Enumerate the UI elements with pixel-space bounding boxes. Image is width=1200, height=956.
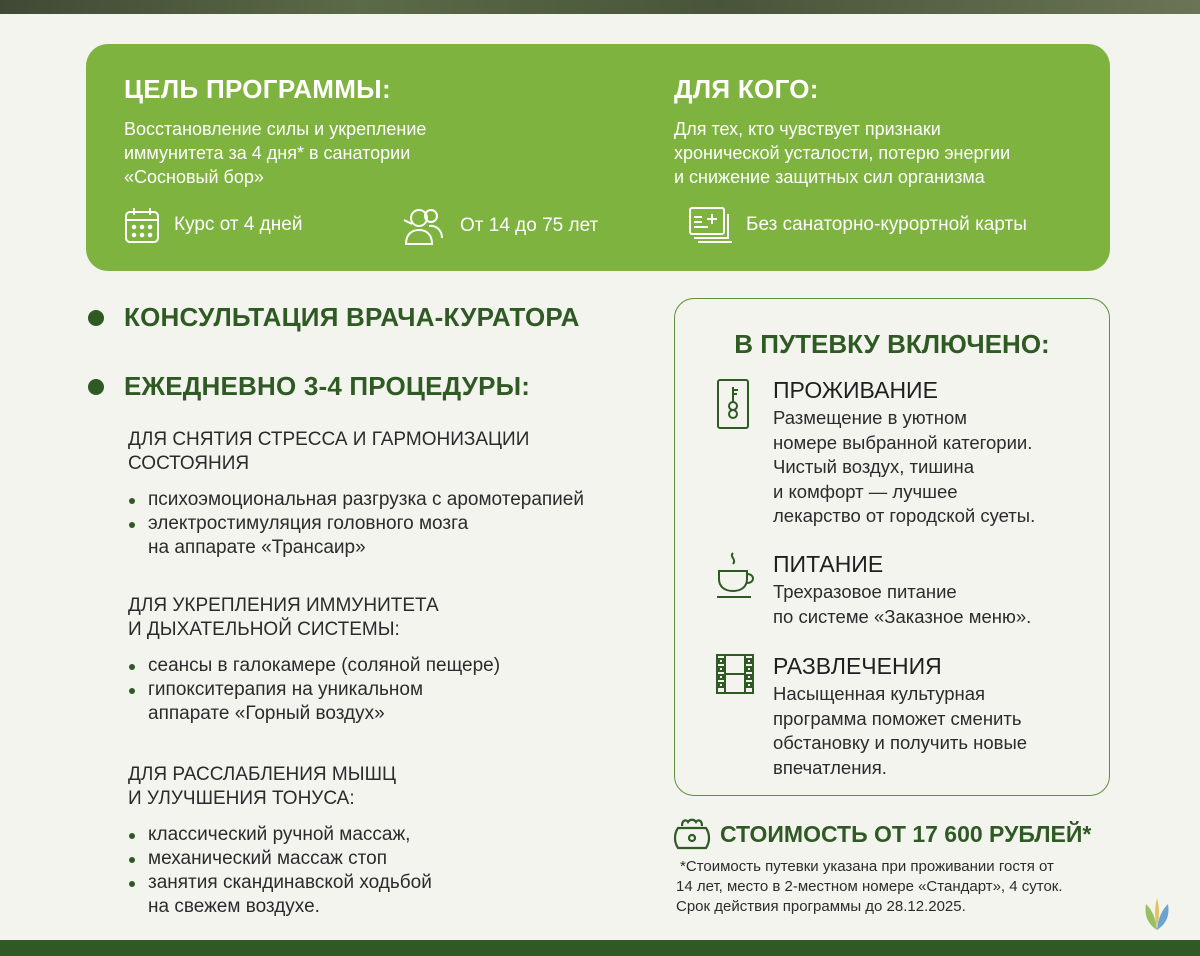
footnote-line: Срок действия программы до 28.12.2025. bbox=[676, 898, 966, 915]
feature-label: От 14 до 75 лет bbox=[460, 215, 599, 236]
goal-section bbox=[124, 74, 544, 189]
included-line: программа поможет сменить bbox=[773, 707, 1022, 729]
price-line bbox=[672, 816, 1091, 852]
leaf-logo-icon bbox=[1140, 896, 1174, 932]
included-line: Трехразовое питание bbox=[773, 581, 957, 602]
included-line: лекарство от городской суеты. bbox=[773, 505, 1036, 526]
included-card bbox=[674, 298, 1110, 796]
program-summary-card bbox=[86, 44, 1110, 271]
group-title: ДЛЯ УКРЕПЛЕНИЯ ИММУНИТЕТА bbox=[128, 595, 439, 616]
card-icon bbox=[688, 206, 732, 244]
bottom-strip bbox=[0, 940, 1200, 956]
included-item-entertainment bbox=[715, 653, 1095, 780]
footnote-line: 14 лет, место в 2-местном номере «Стандарт», 4 суток. bbox=[676, 878, 1063, 895]
coffee-cup-icon bbox=[715, 551, 759, 601]
included-head: ПИТАНИЕ bbox=[773, 551, 884, 577]
included-line: по системе «Заказное меню». bbox=[773, 605, 1032, 627]
included-line: обстановку и получить новые bbox=[773, 732, 1028, 753]
included-line: номере выбранной категории. bbox=[773, 431, 1033, 453]
procedure-group-muscles bbox=[128, 763, 658, 919]
wallet-icon bbox=[672, 816, 712, 852]
procedures-heading bbox=[88, 371, 530, 402]
procedure-group-stress bbox=[128, 428, 658, 560]
included-item-meals bbox=[715, 551, 1095, 629]
audience-line: Для тех, кто чувствует признаки bbox=[674, 119, 941, 139]
list-item: занятия скандинавской ходьбой на свежем воздухе. bbox=[128, 871, 658, 919]
feature-label: Курс от 4 дней bbox=[174, 214, 303, 235]
audience-line: хронической усталости, потерю энергии bbox=[674, 143, 1011, 163]
price-text: СТОИМОСТЬ ОТ 17 600 РУБЛЕЙ* bbox=[720, 820, 1092, 847]
procedure-group-immunity bbox=[128, 594, 658, 726]
included-head: ПРОЖИВАНИЕ bbox=[773, 377, 938, 403]
list-item: электростимуляция головного мозга на аппарате «Трансаир» bbox=[128, 512, 658, 560]
feature-label: Без санаторно-курортной карты bbox=[746, 214, 1027, 235]
list-item: сеансы в галокамере (соляной пещере) bbox=[128, 654, 658, 678]
film-strip-icon bbox=[715, 653, 755, 695]
consult-heading bbox=[88, 302, 580, 333]
group-title: ДЛЯ РАССЛАБЛЕНИЯ МЫШЦ bbox=[128, 764, 397, 785]
goal-line: иммунитета за 4 дня* в санатории bbox=[124, 143, 411, 163]
people-icon bbox=[402, 206, 446, 246]
feature-card bbox=[688, 206, 1027, 244]
price-footnote bbox=[676, 857, 1126, 917]
room-key-icon bbox=[715, 377, 751, 431]
bullet-dot bbox=[88, 310, 104, 326]
included-title: В ПУТЕВКУ ВКЛЮЧЕНО: bbox=[734, 329, 1050, 359]
audience-title: ДЛЯ КОГО: bbox=[674, 74, 819, 104]
procedures-heading-text: ЕЖЕДНЕВНО 3-4 ПРОЦЕДУРЫ: bbox=[124, 371, 531, 401]
audience-section bbox=[674, 74, 1094, 189]
corner-logo bbox=[1140, 896, 1174, 937]
goal-title: ЦЕЛЬ ПРОГРАММЫ: bbox=[124, 74, 391, 104]
goal-line: «Сосновый бор» bbox=[124, 167, 264, 187]
goal-line: Восстановление силы и укрепление bbox=[124, 119, 427, 139]
included-line: Размещение в уютном bbox=[773, 407, 967, 428]
footnote-line: *Стоимость путевки указана при проживании гостя от bbox=[680, 858, 1054, 875]
included-head: РАЗВЛЕЧЕНИЯ bbox=[773, 653, 942, 679]
consult-heading-text: КОНСУЛЬТАЦИЯ ВРАЧА-КУРАТОРА bbox=[124, 302, 580, 332]
list-item: гипокситерапия на уникальном аппарате «Горный воздух» bbox=[128, 678, 658, 726]
feature-age bbox=[402, 206, 598, 246]
included-line: Насыщенная культурная bbox=[773, 683, 986, 704]
group-title: И ДЫХАТЕЛЬНОЙ СИСТЕМЫ: bbox=[128, 619, 400, 640]
group-title: СОСТОЯНИЯ bbox=[128, 453, 250, 474]
bullet-dot bbox=[88, 379, 104, 395]
included-line: впечатления. bbox=[773, 756, 887, 778]
list-item: психоэмоциональная разгрузка с аромотерапией bbox=[128, 488, 658, 512]
group-title: ДЛЯ СНЯТИЯ СТРЕССА И ГАРМОНИЗАЦИИ bbox=[128, 429, 530, 450]
list-item: классический ручной массаж, bbox=[128, 823, 658, 847]
included-item-accommodation bbox=[715, 377, 1095, 529]
group-title: И УЛУЧШЕНИЯ ТОНУСА: bbox=[128, 788, 355, 809]
included-line: и комфорт — лучшее bbox=[773, 480, 958, 502]
list-item: механический массаж стоп bbox=[128, 847, 658, 871]
audience-line: и снижение защитных сил организма bbox=[674, 167, 985, 187]
top-photo-strip bbox=[0, 0, 1200, 14]
feature-course bbox=[124, 206, 302, 244]
included-line: Чистый воздух, тишина bbox=[773, 456, 974, 477]
calendar-icon bbox=[124, 206, 160, 244]
